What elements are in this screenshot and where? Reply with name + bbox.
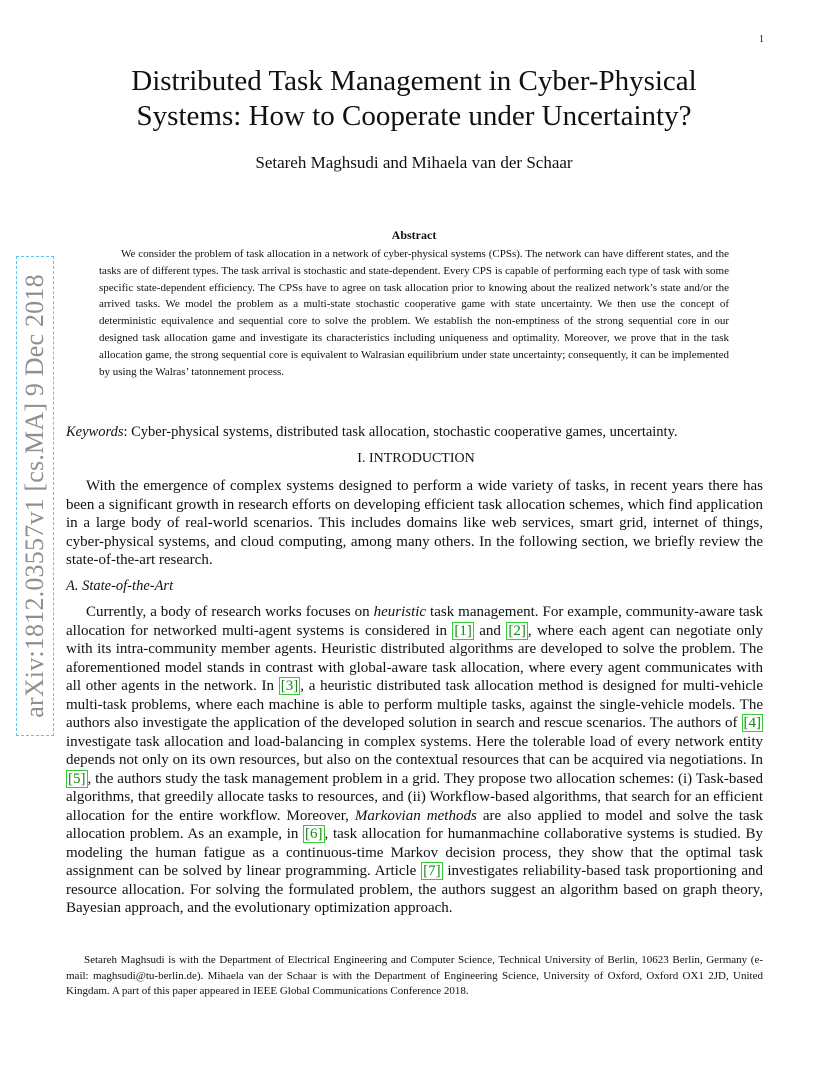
- arxiv-identifier-text: arXiv:1812.03557v1 [cs.MA] 9 Dec 2018: [20, 274, 49, 718]
- citation-link-1[interactable]: [1]: [454, 622, 472, 639]
- abstract-text: We consider the problem of task allocation in a network of cyber-physical systems (CPSs). The network can have different states, and the tasks are of different types. The task arrival is stochastic and state-dependent. Every CPS is capable of performing each type of task with some specific state-dependent efficiency. The CPSs have to agree on task allocation prior to knowing about the realized network’s state and/or the arrived tasks. We model the problem as a multi-state stochastic cooperative game with state uncertainty. We then use the concept of deterministic equivalence and sequential core to solve the problem. We establish the non-emptiness of the strong sequential core in our designed task allocation game and investigate its characteristics including uniqueness and optimality. Moreover, we prove that in the task allocation game, the strong sequential core is equivalent to Walrasian equilibrium under state uncertainty; consequently, it can be implemented by using the Walras’ tatonnement process.: [99, 248, 729, 378]
- paper-title: [60, 64, 768, 134]
- section-heading-numeral: I. I: [357, 451, 374, 466]
- title-line-1: Distributed Task Management in Cyber-Physical: [131, 65, 697, 97]
- abstract-heading: Abstract: [391, 228, 437, 242]
- title-line-2: Systems: How to Cooperate under Uncertainty?: [136, 100, 692, 132]
- section-heading-introduction: [66, 451, 766, 467]
- paragraph-text: , task allocation for humanmachine collaborative systems is studied. By modeling the human fatigue as a continuous-time Markov decision process, they show that the optimal task assignment can be solved by linear programming. Article: [66, 826, 764, 879]
- citation-link-2[interactable]: [2]: [508, 622, 526, 639]
- paragraph-text: are also applied to model and solve the task allocation problem. As an example, in: [66, 807, 764, 842]
- author-list: Setareh Maghsudi and Mihaela van der Schaar: [255, 153, 573, 172]
- paragraph-text: , where each agent can negotiate only with its intra-community member agents. Heuristic distributed algorithms are developed to solve the problem. The aforementioned model stands in contrast with global-aware task allocation, where every agent communicates with all other agents in the network. In: [66, 622, 763, 694]
- paragraph-text: , the authors study the task management problem in a grid. They propose two allocation schemes: (i) Task-based algorithms, that greedily allocate tasks to resources, and (ii) Workflow-based algorithms, that search for an efficient allocation for the entire workflow. Moreover,: [66, 770, 763, 824]
- keywords-label: Keywords: [66, 424, 124, 440]
- arxiv-identifier-stamp[interactable]: [16, 256, 54, 736]
- paragraph-text: investigates reliability-based task proportioning and resource allocation. For solving the formulated problem, the authors suggest an algorithm based on graph theory, Bayesian approach, and the evolutionary optimization approach.: [66, 863, 763, 916]
- paragraph-text: task management. For example, community-aware task allocation for networked multi-agent systems is considered in: [66, 604, 763, 639]
- keywords-text: : Cyber-physical systems, distributed task allocation, stochastic cooperative games, uncertainty.: [123, 424, 678, 440]
- paragraph-text: investigate task allocation and load-balancing in complex systems. Here the tolerable load of every network entity depends not only on its own resources, but also on the contextual resources that can be acquired via negotiations. In: [66, 733, 763, 768]
- author-affiliation-footnote: Setareh Maghsudi is with the Department of Electrical Engineering and Computer Science, Technical University of Berlin, 10623 Berlin, Germany (e-mail: maghsudi@tu-berlin.de). Mihaela van der Schaar is with the Department of Engineering Science, University of Oxford, Oxford OX1 2JD, United Kingdam. A part of this paper appeared in IEEE Global Communications Conference 2018.: [66, 954, 763, 997]
- emphasis-text: Markovian methods: [354, 807, 477, 824]
- section-heading-title: NTRODUCTION: [373, 451, 475, 466]
- keywords-line: [66, 424, 766, 441]
- citation-link-5[interactable]: [5]: [68, 770, 86, 787]
- state-of-the-art-paragraph: [66, 603, 763, 918]
- emphasis-text: heuristic: [373, 604, 427, 620]
- citation-link-7[interactable]: [7]: [423, 863, 441, 879]
- paragraph-text: Currently, a body of research works focuses on: [86, 604, 374, 620]
- paragraph-text: , a heuristic distributed task allocation method is designed for multi-vehicle multi-task problems, where each machine is able to perform multiple tasks, against the single-vehicle models. The authors also investigate the application of the developed solution in search and rescue scenarios. The authors of: [66, 678, 764, 731]
- citation-link-6[interactable]: [6]: [305, 826, 323, 842]
- page-number: 1: [759, 34, 764, 45]
- subsection-heading-state-of-the-art: A. State-of-the-Art: [66, 578, 174, 594]
- introduction-paragraph: With the emergence of complex systems designed to perform a wide variety of tasks, in recent years there has been a significant growth in research efforts on developing efficient task allocation schemes, which find application in a large body of real-world scenarios. This includes domains like web services, smart grid, internet of things, cyber-physical systems, and cloud computing, among many others. In the following section, we briefly review the state-of-the-art research.: [66, 478, 763, 568]
- paragraph-text: and: [473, 622, 507, 639]
- citation-link-4[interactable]: [4]: [743, 715, 761, 731]
- citation-link-3[interactable]: [3]: [280, 678, 299, 694]
